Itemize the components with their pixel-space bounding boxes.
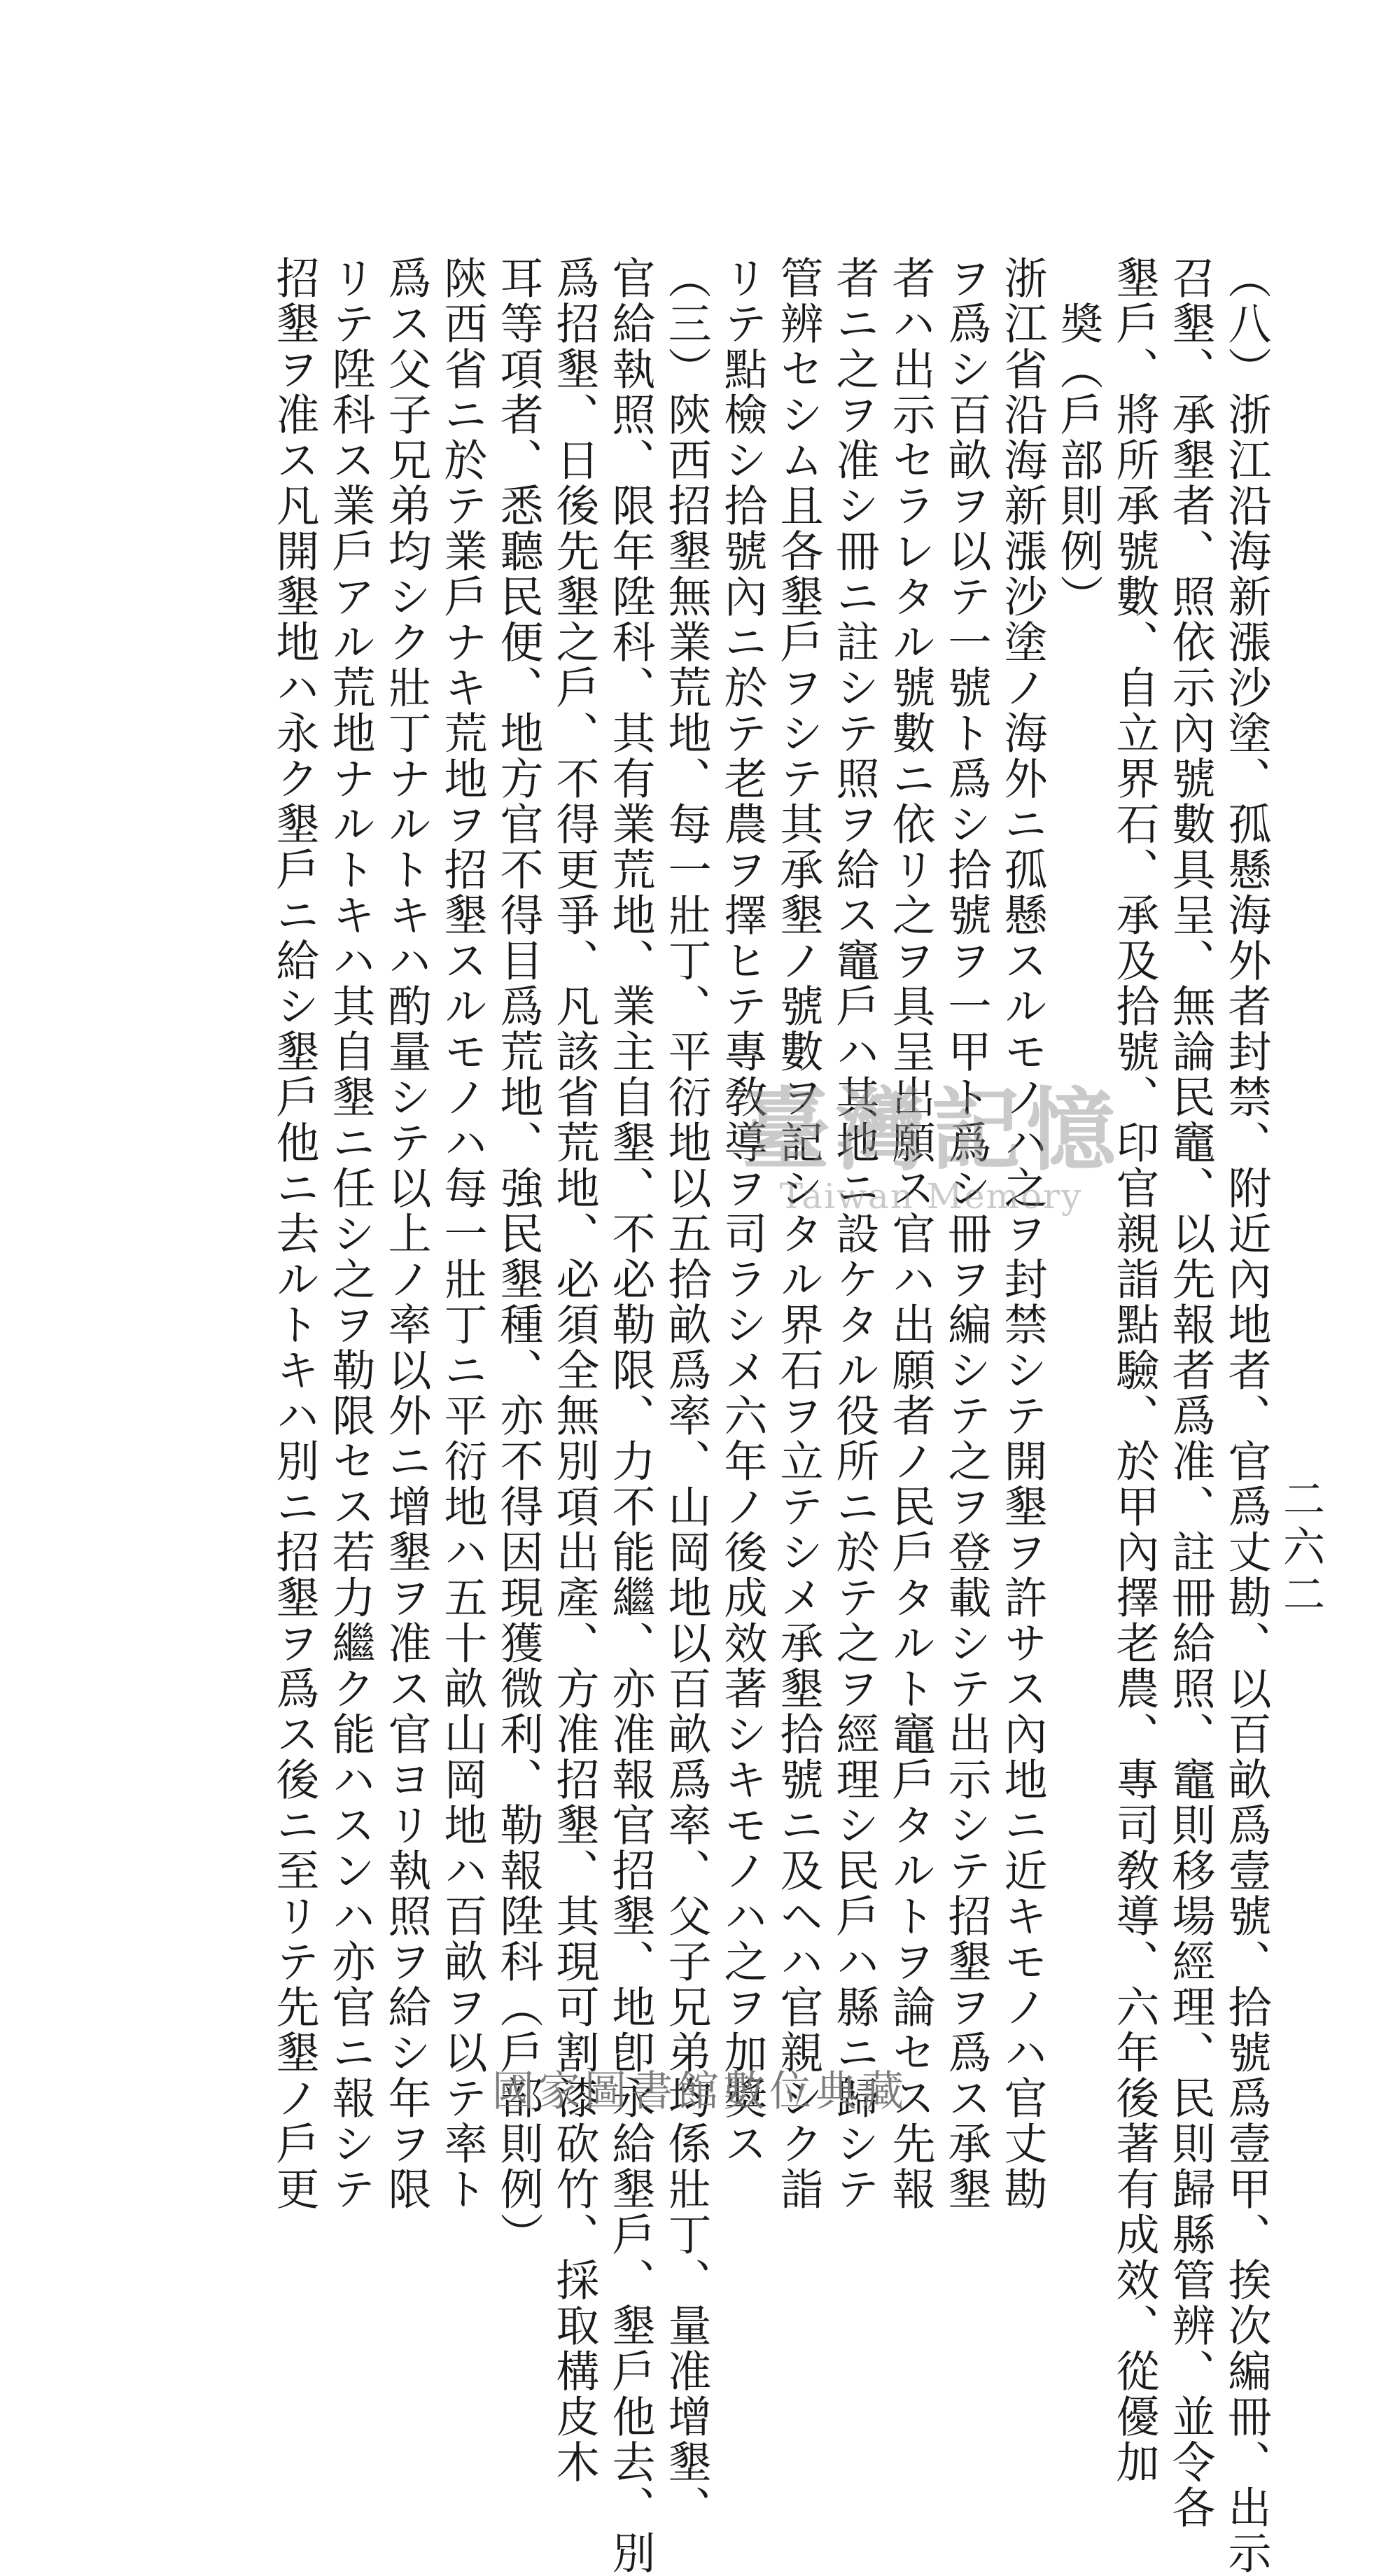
- text-column-14: 耳等項者、悉聽民便、地方官不得目爲荒地、強民墾種、亦不得因現獲微利、勒報陞科（戶部則例）: [493, 255, 544, 2258]
- text-column-18: 招墾ヲ准ス凡開墾地ハ永ク墾戶ニ給シ墾戶他ニ去ルトキハ別ニ招墾ヲ爲ス後ニ至リテ先墾ノ戶更: [269, 255, 320, 2212]
- text-column-3: 墾戶、將所承號數、自立界石、承及拾號、印官親詣點驗、於甲內擇老農、專司敎導、六年後著有成效、從優加: [1109, 255, 1160, 2485]
- text-column-6: ヲ爲シ百畝ヲ以テ一號ト爲シ拾號ヲ一甲ト爲シ冊ヲ編シテ之ヲ登載シテ出示シテ招墾ヲ爲ス承墾: [941, 255, 992, 2212]
- text-column-8: 者ニ之ヲ准シ冊ニ註シテ照ヲ給ス竈戶ハ其地ニ設ケタル役所ニ於テ之ヲ經理シ民戶ハ縣ニ歸シテ: [829, 255, 880, 2212]
- page-number: 二六二: [1276, 1477, 1325, 1620]
- text-column-15: 陝西省ニ於テ業戶ナキ荒地ヲ招墾スルモノハ每一壯丁ニ平衍地ハ五十畝山岡地ハ百畝ヲ以テ率ト: [437, 255, 488, 2212]
- text-column-7: 者ハ出示セラレタル號數ニ依リ之ヲ具呈出願ス官ハ出願者ノ民戶タルト竈戶タルトヲ論セス先報: [885, 255, 936, 2212]
- watermark-title: 臺灣記憶: [740, 1078, 1121, 1183]
- watermark-logo: [707, 1078, 1155, 1232]
- text-column-4: 奬（戶部則例）: [1053, 301, 1104, 620]
- text-column-5: 浙江省沿海新漲沙塗ノ海外ニ孤懸スルモノハ之ヲ封禁シテ開墾ヲ許サス內地ニ近キモノハ官丈勘: [997, 255, 1048, 2212]
- text-column-11: （三）陝西招墾無業荒地、每一壯丁、平衍地以五拾畝爲率、山岡地以百畝爲率、父子兄弟均係壯丁、量准增墾、: [661, 255, 712, 2530]
- text-column-16: 爲ス父子兄弟均シク壯丁ナルトキハ酌量シテ以上ノ率以外ニ增墾ヲ准ス官ヨリ執照ヲ給シ年ヲ限: [381, 255, 432, 2212]
- text-column-12: 官給執照、限年陞科、其有業荒地、業主自墾、不必勒限、力不能繼、亦准報官招墾、地卽永給墾戶、墾戶他去、別: [605, 255, 656, 2576]
- watermark-subtitle: Taiwan Memory: [779, 1176, 1083, 1217]
- text-column-1: （八）浙江沿海新漲沙塗、孤懸海外者封禁、附近內地者、官爲丈勘、以百畝爲壹號、拾號爲壹甲、挨次編冊、出示: [1221, 255, 1272, 2576]
- text-column-17: リテ陞科ス業戶アル荒地ナルトキハ其自墾ニ任シ之ヲ勒限セス若力繼ク能ハスンハ亦官ニ報シテ: [325, 255, 376, 2212]
- text-column-9: 管辨セシム且各墾戶ヲシテ其承墾ノ號數ヲ記シタル界石ヲ立テシメ承墾拾號ニ及ヘハ官親シク詣: [773, 255, 824, 2212]
- footer-caption: 國家圖書館數位典藏: [492, 2067, 908, 2116]
- text-column-13: 爲招墾、日後先墾之戶、不得更爭、凡該省荒地、必須全無別項出產、方准招墾、其現可割漆砍竹、採取構皮木: [549, 255, 600, 2485]
- text-column-2: 召墾、承墾者、照依示內號數具呈、無論民竈、以先報者爲准、註冊給照、竈則移場經理、民則歸縣管辨、並令各: [1165, 255, 1216, 2530]
- text-column-10: リテ點檢シ拾號內ニ於テ老農ヲ擇ヒテ專敎導ヲ司ラシメ六年ノ後成效著シキモノハ之ヲ加獎ス: [717, 255, 768, 2166]
